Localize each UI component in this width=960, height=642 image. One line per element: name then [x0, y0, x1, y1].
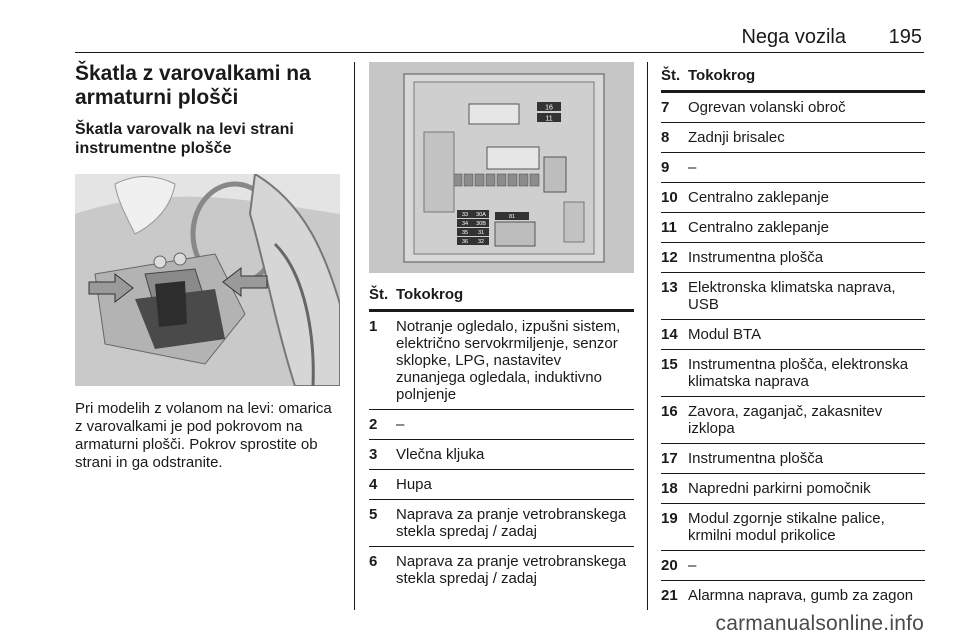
column-left: [75, 62, 340, 472]
table-row: [661, 213, 925, 243]
dashboard-fuse-cover-image: [75, 174, 340, 386]
column-right: [661, 62, 925, 610]
fuse-number: 9: [661, 159, 670, 176]
table-header: [369, 286, 634, 312]
table-row: [661, 444, 925, 474]
fuse-label: 11: [545, 115, 553, 123]
fuse-number: 14: [661, 326, 678, 343]
fuse-circuit: Zadnji brisalec: [688, 129, 785, 146]
fuse-number: 3: [369, 446, 378, 463]
table-header: [661, 67, 925, 93]
table-row: [661, 504, 925, 551]
fuse-circuit: Vlečna kljuka: [396, 446, 485, 463]
fuse-number: 15: [661, 356, 678, 373]
fuse-table-1: [369, 286, 634, 593]
fuse-label: 33: [461, 212, 469, 218]
fuse-box-illustration: [369, 62, 634, 273]
table-row: [369, 312, 634, 410]
fuse-table-2: [661, 93, 925, 610]
fuse-label: 34: [461, 221, 469, 227]
fuse-number: 20: [661, 557, 678, 574]
page-number: 195: [888, 26, 922, 48]
fuse-number: 16: [661, 403, 678, 420]
column-divider: [354, 62, 355, 610]
section-heading: Škatla z varovalkami na armaturni plošči: [75, 62, 311, 109]
fuse-label: 16: [545, 104, 553, 112]
dashboard-illustration: [75, 174, 340, 386]
header-title: Nega vozila: [741, 26, 846, 48]
table-row: [369, 410, 634, 440]
fuse-circuit: Naprava za pranje vetrobranskega stekla spredaj / zadaj: [396, 553, 627, 587]
table-row: [661, 581, 925, 610]
table-row: [661, 551, 925, 581]
column-header-no: Št.: [661, 67, 681, 84]
fuse-box-image: [369, 62, 634, 273]
fuse-circuit: –: [688, 557, 697, 574]
fuse-circuit: Hupa: [396, 476, 432, 493]
fuse-label: 35: [461, 230, 469, 236]
table-row: [661, 397, 925, 444]
table-row: [369, 500, 634, 547]
table-row: [369, 470, 634, 500]
column-header-no: Št.: [369, 286, 389, 303]
body-paragraph: Pri modelih z volanom na levi: omarica z varovalkami je pod pokrovom na armaturni plošči. Pokrov sprostite ob strani in ga odstranite.: [75, 400, 332, 471]
fuse-label: 30A: [476, 212, 486, 218]
fuse-circuit: Modul zgornje stikalne palice, krmilni modul prikolice: [688, 510, 885, 544]
table-row: [369, 547, 634, 593]
fuse-circuit: Instrumentna plošča: [688, 249, 824, 266]
fuse-label: 32: [477, 239, 485, 245]
fuse-circuit: Napredni parkirni pomočnik: [688, 480, 871, 497]
fuse-number: 7: [661, 99, 670, 116]
fuse-number: 18: [661, 480, 678, 497]
table-row: [661, 93, 925, 123]
table-row: [661, 123, 925, 153]
fuse-circuit: Modul BTA: [688, 326, 762, 343]
table-row: [369, 440, 634, 470]
fuse-circuit: Alarmna naprava, gumb za zagon: [688, 587, 914, 604]
fuse-circuit: –: [396, 416, 405, 433]
fuse-number: 8: [661, 129, 670, 146]
table-row: [661, 474, 925, 504]
fuse-number: 13: [661, 279, 678, 296]
fuse-circuit: Elektronska klimatska naprava, USB: [688, 279, 896, 313]
fuse-label: 36: [461, 239, 469, 245]
column-header-circuit: Tokokrog: [688, 67, 756, 84]
table-row: [661, 183, 925, 213]
fuse-circuit: Centralno zaklepanje: [688, 189, 829, 206]
table-row: [661, 320, 925, 350]
fuse-number: 12: [661, 249, 678, 266]
fuse-label: 31: [477, 230, 485, 236]
fuse-number: 4: [369, 476, 378, 493]
table-row: [661, 243, 925, 273]
fuse-number: 5: [369, 506, 378, 523]
fuse-number: 19: [661, 510, 678, 527]
table-row: [661, 153, 925, 183]
fuse-number: 2: [369, 416, 378, 433]
fuse-circuit: Ogrevan volanski obroč: [688, 99, 846, 116]
fuse-number: 21: [661, 587, 678, 604]
fuse-number: 1: [369, 318, 378, 335]
page-header: [75, 26, 924, 53]
column-middle: [369, 62, 634, 593]
fuse-circuit: Instrumentna plošča, elektronska klimatska naprava: [688, 356, 909, 390]
fuse-number: 6: [369, 553, 378, 570]
fuse-circuit: –: [688, 159, 697, 176]
table-row: [661, 350, 925, 397]
fuse-circuit: Notranje ogledalo, izpušni sistem, električno servokrmiljenje, senzor sklopke, LPG, nastavitev zunanjega ogledala, induktivno polnjenje: [396, 318, 621, 403]
fuse-circuit: Instrumentna plošča: [688, 450, 824, 467]
watermark: carmanualsonline.info: [715, 612, 924, 635]
fuse-label: 30B: [476, 221, 486, 227]
fuse-circuit: Zavora, zaganjač, zakasnitev izklopa: [688, 403, 883, 437]
fuse-number: 10: [661, 189, 678, 206]
fuse-number: 11: [661, 219, 677, 236]
fuse-label: 81: [508, 214, 516, 220]
fuse-circuit: Naprava za pranje vetrobranskega stekla spredaj / zadaj: [396, 506, 627, 540]
subsection-heading: Škatla varovalk na levi strani instrumentne plošče: [75, 121, 294, 157]
column-header-circuit: Tokokrog: [396, 286, 464, 303]
fuse-circuit: Centralno zaklepanje: [688, 219, 829, 236]
column-divider: [647, 62, 648, 610]
fuse-number: 17: [661, 450, 678, 467]
table-row: [661, 273, 925, 320]
